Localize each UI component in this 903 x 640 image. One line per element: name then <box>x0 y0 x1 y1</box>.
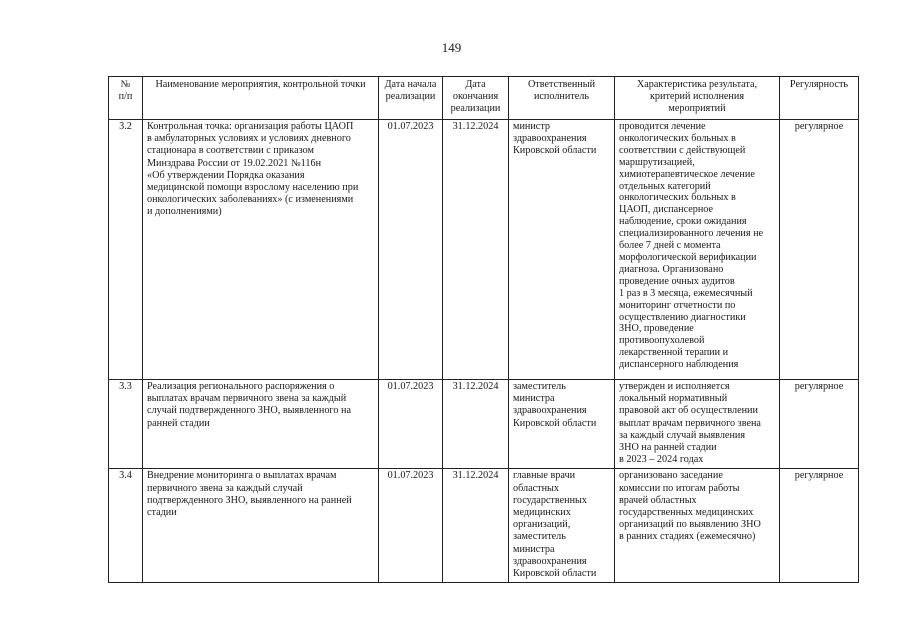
row-num: 3.2 <box>109 120 143 380</box>
row-num: 3.3 <box>109 380 143 469</box>
row-responsible: заместитель министра здравоохранения Кировской области <box>509 380 615 469</box>
row-regularity: регулярное <box>780 469 859 583</box>
header-num: № п/п <box>109 77 143 120</box>
row-regularity: регулярное <box>780 120 859 380</box>
header-start-date: Дата начала реализации <box>379 77 443 120</box>
row-start-date: 01.07.2023 <box>379 469 443 583</box>
header-result: Характеристика результата, критерий исполнения мероприятий <box>615 77 780 120</box>
row-start-date: 01.07.2023 <box>379 120 443 380</box>
row-name: Реализация регионального распоряжения о выплатах врачам первичного звена за каждый случай подтвержденного ЗНО, выявленного на ранней стадии <box>143 380 379 469</box>
row-result: организовано заседание комиссии по итогам работы врачей областных государственных медицинских организаций по выявлению ЗНО в ранних стадиях (ежемесячно) <box>615 469 780 583</box>
page-number: 149 <box>441 40 462 55</box>
row-end-date: 31.12.2024 <box>443 380 509 469</box>
table-row <box>109 120 859 380</box>
row-responsible: министр здравоохранения Кировской области <box>509 120 615 380</box>
row-result: утвержден и исполняется локальный нормативный правовой акт об осуществлении выплат врачам первичного звена за каждый случай выявления ЗНО на ранней стадии в 2023 – 2024 годах <box>615 380 780 469</box>
row-end-date: 31.12.2024 <box>443 469 509 583</box>
row-name: Контрольная точка: организация работы ЦАОП в амбулаторных условиях и условиях дневного стационара в соответствии с приказом Минздрава России от 19.02.2021 №116н «Об утверждении Порядка оказания медицинской помощи взрослому населению при онкологических заболеваниях» (с изменениями и дополнениями) <box>143 120 379 380</box>
row-num: 3.4 <box>109 469 143 583</box>
table-row <box>109 469 859 583</box>
header-responsible: Ответственный исполнитель <box>509 77 615 120</box>
header-end-date: Дата окончания реализации <box>443 77 509 120</box>
row-regularity: регулярное <box>780 380 859 469</box>
table-row <box>109 380 859 469</box>
row-start-date: 01.07.2023 <box>379 380 443 469</box>
row-end-date: 31.12.2024 <box>443 120 509 380</box>
row-name: Внедрение мониторинга о выплатах врачам первичного звена за каждый случай подтвержденного ЗНО, выявленного на ранней стадии <box>143 469 379 583</box>
header-name: Наименование мероприятия, контрольной точки <box>143 77 379 120</box>
row-responsible: главные врачи областных государственных медицинских организаций, заместитель министра здравоохранения Кировской области <box>509 469 615 583</box>
row-result: проводится лечение онкологических больных в соответствии с действующей маршрутизацией, химиотерапевтическое лечение отдельных категорий онкологических больных в ЦАОП, диспансерное наблюдение, сроки ожидания специализированного лечения не более 7 дней с момента морфологической верификации диагноза. Организовано проведение очных аудитов 1 раз в 3 месяца, ежемесячный мониторинг отчетности по осуществлению диагностики ЗНО, проведение противоопухолевой лекарственной терапии и диспансерного наблюдения <box>615 120 780 380</box>
header-regularity: Регулярность <box>780 77 859 120</box>
activities-table <box>108 76 859 583</box>
table-header-row <box>109 77 859 120</box>
